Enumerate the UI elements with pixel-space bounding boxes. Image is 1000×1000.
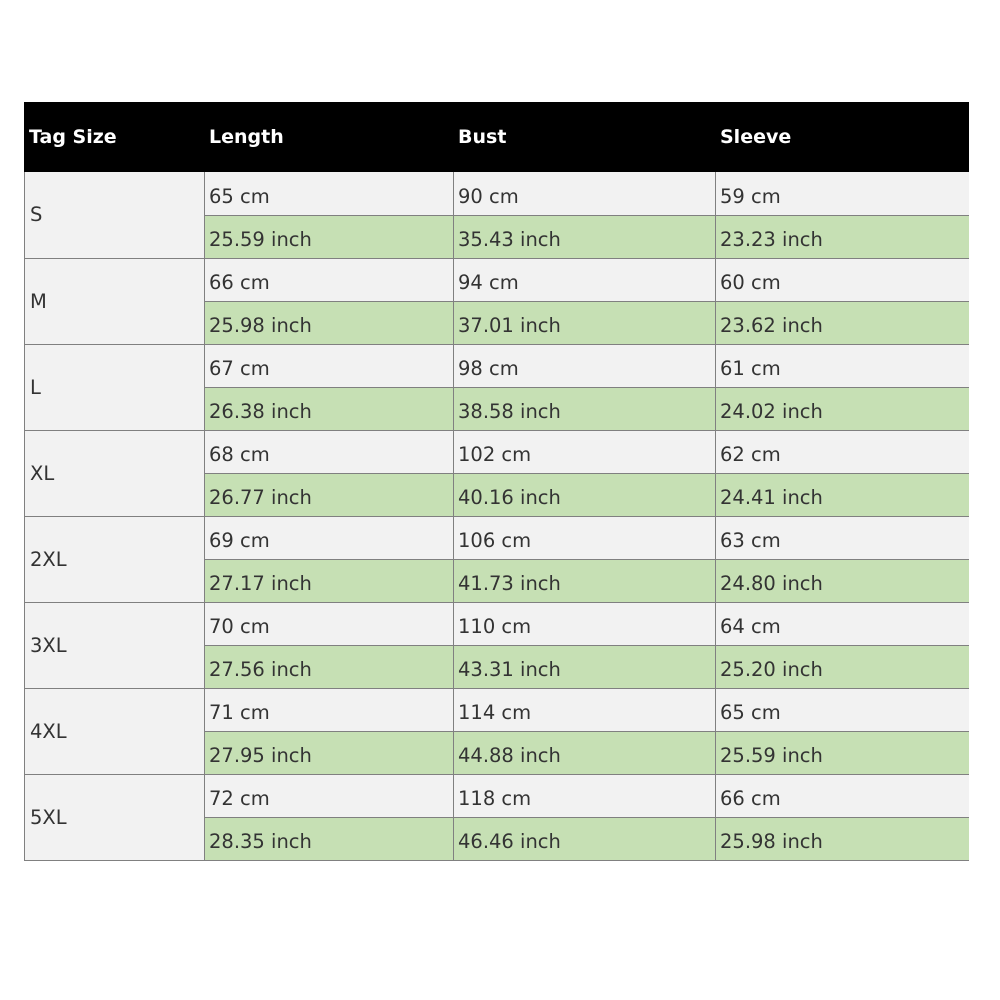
- table-row-cm: [25, 172, 969, 215]
- tag-size-cell: M: [25, 258, 205, 344]
- table-row-cm: [25, 258, 969, 301]
- length-inch-cell: 28.35 inch: [205, 817, 454, 860]
- bust-cm-cell: 110 cm: [454, 602, 716, 645]
- bust-inch-cell: 38.58 inch: [454, 387, 716, 430]
- length-inch-cell: 27.95 inch: [205, 731, 454, 774]
- sleeve-cm-cell: 60 cm: [716, 258, 969, 301]
- sleeve-inch-cell: 25.20 inch: [716, 645, 969, 688]
- bust-inch-cell: 41.73 inch: [454, 559, 716, 602]
- bust-cm-cell: 102 cm: [454, 430, 716, 473]
- sleeve-inch-cell: 23.62 inch: [716, 301, 969, 344]
- tag-size-cell: 2XL: [25, 516, 205, 602]
- table-row-cm: [25, 516, 969, 559]
- length-cm-cell: 66 cm: [205, 258, 454, 301]
- tag-size-cell: 5XL: [25, 774, 205, 860]
- sleeve-cm-cell: 61 cm: [716, 344, 969, 387]
- length-inch-cell: 27.56 inch: [205, 645, 454, 688]
- sleeve-inch-cell: 24.41 inch: [716, 473, 969, 516]
- bust-cm-cell: 106 cm: [454, 516, 716, 559]
- tag-size-cell: S: [25, 172, 205, 258]
- sleeve-inch-cell: 24.02 inch: [716, 387, 969, 430]
- sleeve-cm-cell: 64 cm: [716, 602, 969, 645]
- bust-cm-cell: 90 cm: [454, 172, 716, 215]
- sleeve-cm-cell: 66 cm: [716, 774, 969, 817]
- length-inch-cell: 26.77 inch: [205, 473, 454, 516]
- bust-cm-cell: 94 cm: [454, 258, 716, 301]
- length-inch-cell: 25.98 inch: [205, 301, 454, 344]
- sleeve-inch-cell: 24.80 inch: [716, 559, 969, 602]
- length-cm-cell: 70 cm: [205, 602, 454, 645]
- sleeve-cm-cell: 59 cm: [716, 172, 969, 215]
- bust-cm-cell: 114 cm: [454, 688, 716, 731]
- length-cm-cell: 65 cm: [205, 172, 454, 215]
- sleeve-cm-cell: 65 cm: [716, 688, 969, 731]
- length-inch-cell: 26.38 inch: [205, 387, 454, 430]
- tag-size-cell: L: [25, 344, 205, 430]
- bust-cm-cell: 118 cm: [454, 774, 716, 817]
- bust-inch-cell: 37.01 inch: [454, 301, 716, 344]
- sleeve-cm-cell: 62 cm: [716, 430, 969, 473]
- table-row-cm: [25, 602, 969, 645]
- bust-inch-cell: 44.88 inch: [454, 731, 716, 774]
- header-bust: Bust: [454, 102, 716, 172]
- sleeve-inch-cell: 23.23 inch: [716, 215, 969, 258]
- length-cm-cell: 67 cm: [205, 344, 454, 387]
- length-inch-cell: 25.59 inch: [205, 215, 454, 258]
- table-row-cm: [25, 688, 969, 731]
- table-body: [25, 172, 969, 860]
- bust-inch-cell: 40.16 inch: [454, 473, 716, 516]
- size-chart-table: [24, 102, 969, 861]
- length-cm-cell: 72 cm: [205, 774, 454, 817]
- tag-size-cell: XL: [25, 430, 205, 516]
- sleeve-inch-cell: 25.59 inch: [716, 731, 969, 774]
- tag-size-cell: 4XL: [25, 688, 205, 774]
- bust-inch-cell: 43.31 inch: [454, 645, 716, 688]
- header-row: [25, 102, 969, 172]
- header-sleeve: Sleeve: [716, 102, 969, 172]
- length-cm-cell: 68 cm: [205, 430, 454, 473]
- header-tag-size: Tag Size: [25, 102, 205, 172]
- table-row-cm: [25, 774, 969, 817]
- length-cm-cell: 71 cm: [205, 688, 454, 731]
- length-inch-cell: 27.17 inch: [205, 559, 454, 602]
- table-row-cm: [25, 344, 969, 387]
- bust-cm-cell: 98 cm: [454, 344, 716, 387]
- table-header: [25, 102, 969, 172]
- sleeve-cm-cell: 63 cm: [716, 516, 969, 559]
- sleeve-inch-cell: 25.98 inch: [716, 817, 969, 860]
- length-cm-cell: 69 cm: [205, 516, 454, 559]
- table-row-cm: [25, 430, 969, 473]
- tag-size-cell: 3XL: [25, 602, 205, 688]
- header-length: Length: [205, 102, 454, 172]
- bust-inch-cell: 46.46 inch: [454, 817, 716, 860]
- bust-inch-cell: 35.43 inch: [454, 215, 716, 258]
